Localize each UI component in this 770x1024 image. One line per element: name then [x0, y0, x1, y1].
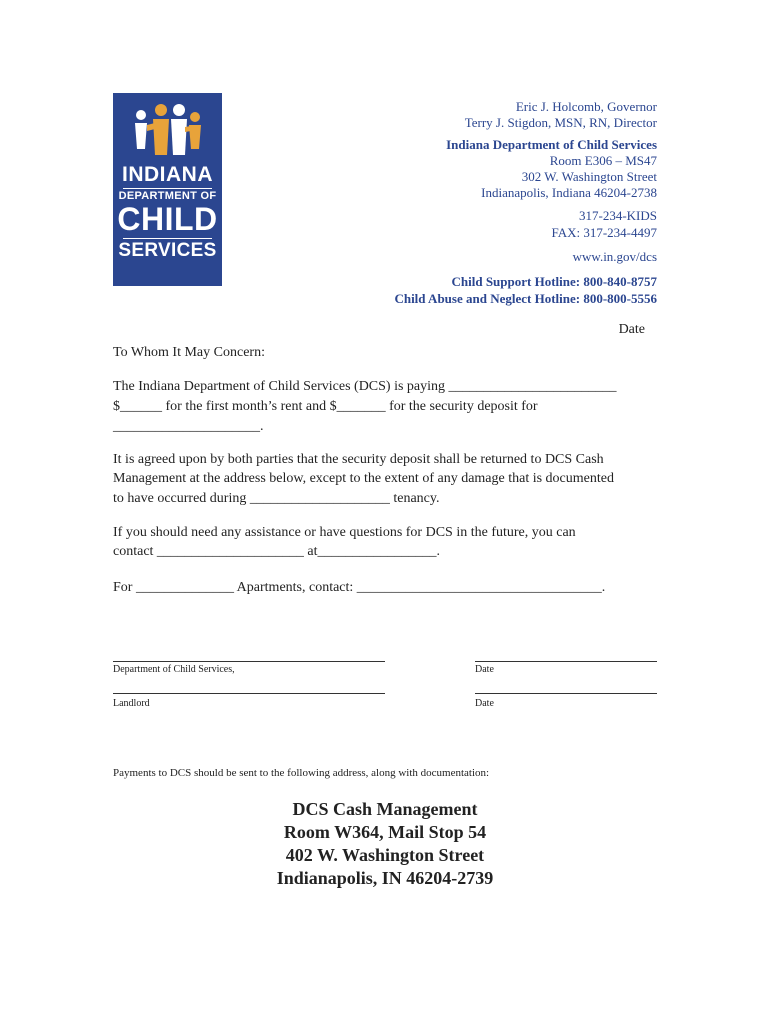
paragraph-2-line-1: It is agreed upon by both parties that the security deposit shall be returned to DCS Cash: [113, 452, 604, 467]
director-line: Terry J. Stigdon, MSN, RN, Director: [464, 115, 657, 130]
paragraph-4: For ______________ Apartments, contact: ___________________________________.: [113, 580, 606, 595]
logo-rule: [123, 238, 212, 239]
dcs-logo: [113, 93, 222, 286]
logo-child: CHILD: [117, 201, 218, 237]
payment-note: Payments to DCS should be sent to the following address, along with documentation:: [113, 767, 490, 779]
date-2-line[interactable]: [475, 693, 657, 694]
agency-phone: 317-234-KIDS: [579, 208, 657, 223]
date-2-label: Date: [475, 698, 494, 709]
dcs-signature-label: Department of Child Services,: [113, 664, 235, 675]
logo-department-of: DEPARTMENT OF: [118, 190, 217, 202]
paragraph-3-line-2: contact _____________________ at_________________.: [113, 544, 441, 559]
agency-fax: FAX: 317-234-4497: [551, 225, 657, 240]
agency-city: Indianapolis, Indiana 46204-2738: [481, 185, 657, 200]
agency-room: Room E306 – MS47: [549, 153, 657, 168]
landlord-signature-line[interactable]: [113, 693, 385, 694]
logo-indiana: INDIANA: [122, 163, 213, 186]
payment-address-line-1: DCS Cash Management: [292, 799, 478, 819]
agency-street: 302 W. Washington Street: [521, 169, 657, 184]
payment-address-line-2: Room W364, Mail Stop 54: [283, 822, 487, 842]
payment-address-line-3: 402 W. Washington Street: [285, 845, 485, 865]
salutation: To Whom It May Concern:: [113, 345, 265, 360]
date-1-label: Date: [475, 664, 494, 675]
paragraph-1-line-1: The Indiana Department of Child Services (DCS) is paying ________________________: [113, 379, 617, 394]
governor-line: Eric J. Holcomb, Governor: [515, 99, 657, 114]
family-figures-icon: [129, 101, 207, 161]
agency-website[interactable]: www.in.gov/dcs: [572, 249, 657, 264]
paragraph-2-line-3: to have occurred during ____________________ tenancy.: [113, 491, 440, 506]
logo-services: SERVICES: [118, 240, 217, 261]
landlord-label: Landlord: [113, 698, 150, 709]
paragraph-1-line-3: _____________________.: [113, 419, 264, 434]
paragraph-3-line-1: If you should need any assistance or have questions for DCS in the future, you can: [113, 525, 576, 540]
dcs-signature-line[interactable]: [113, 661, 385, 662]
logo-rule: [123, 188, 212, 189]
date-1-line[interactable]: [475, 661, 657, 662]
payment-address-line-4: Indianapolis, IN 46204-2739: [276, 868, 494, 888]
child-support-hotline: Child Support Hotline: 800-840-8757: [451, 274, 657, 289]
agency-name: Indiana Department of Child Services: [446, 137, 657, 152]
paragraph-1-line-2: $______ for the first month’s rent and $_______ for the security deposit for: [113, 399, 538, 414]
date-label: Date: [618, 322, 645, 337]
abuse-hotline: Child Abuse and Neglect Hotline: 800-800-5556: [394, 291, 657, 306]
paragraph-2-line-2: Management at the address below, except to the extent of any damage that is documented: [113, 471, 614, 486]
